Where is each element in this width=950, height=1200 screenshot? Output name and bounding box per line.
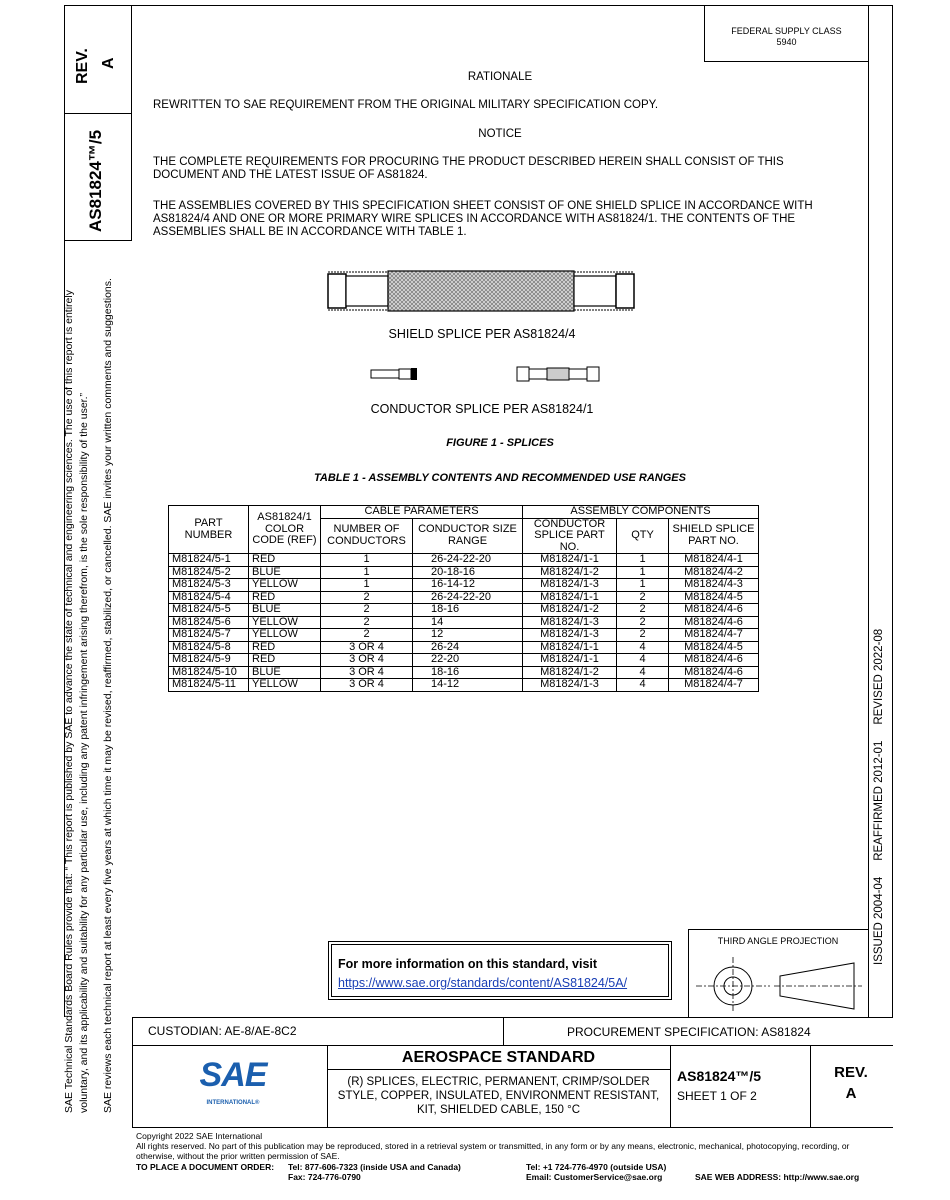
cell-color-code: RED <box>249 554 321 567</box>
header-number-of-conductors: NUMBER OF CONDUCTORS <box>321 518 413 554</box>
footer-web[interactable]: SAE WEB ADDRESS: http://www.sae.org <box>695 1172 860 1182</box>
cell-part-number: M81824/5-6 <box>169 616 249 629</box>
header-conductor-splice: CONDUCTOR SPLICE PART NO. <box>523 518 617 554</box>
sae-logo-text: SAE <box>199 1056 267 1094</box>
cell-part-number: M81824/5-9 <box>169 654 249 667</box>
sheet-number: SHEET 1 OF 2 <box>677 1089 757 1103</box>
cell-num-conductors: 2 <box>321 629 413 642</box>
title-block-std-underline <box>327 1069 670 1070</box>
sae-logo-subtext: INTERNATIONAL® <box>206 1100 260 1106</box>
title-rev-label: REV. <box>834 1064 868 1081</box>
table-row <box>169 554 759 567</box>
cell-part-number: M81824/5-10 <box>169 666 249 679</box>
supply-class-value: 5940 <box>776 37 797 47</box>
footer-email[interactable]: Email: CustomerService@sae.org <box>526 1172 663 1182</box>
table-row <box>169 591 759 604</box>
conductor-splice-small-drawing <box>370 367 420 381</box>
cell-color-code: RED <box>249 641 321 654</box>
cell-size-range: 14 <box>413 616 523 629</box>
cell-num-conductors: 3 OR 4 <box>321 679 413 692</box>
table-row <box>169 666 759 679</box>
cell-shield-splice: M81824/4-5 <box>669 591 759 604</box>
header-part-number: PART NUMBER <box>169 506 249 554</box>
notice-heading: NOTICE <box>478 128 522 140</box>
cell-color-code: BLUE <box>249 604 321 617</box>
table-row <box>169 641 759 654</box>
title-rev-value: A <box>845 1085 857 1102</box>
cell-part-number: M81824/5-5 <box>169 604 249 617</box>
table-row <box>169 629 759 642</box>
shield-splice-label: SHIELD SPLICE PER AS81824/4 <box>388 327 576 341</box>
header-qty: QTY <box>617 518 669 554</box>
cell-size-range: 12 <box>413 629 523 642</box>
cell-part-number: M81824/5-7 <box>169 629 249 642</box>
title-block-custodian-divider <box>503 1017 504 1045</box>
cell-color-code: RED <box>249 591 321 604</box>
footer-tel-intl: Tel: +1 724-776-4970 (outside USA) <box>526 1162 667 1172</box>
cell-shield-splice: M81824/4-6 <box>669 616 759 629</box>
cell-conductor-splice: M81824/1-1 <box>523 641 617 654</box>
cell-qty: 2 <box>617 629 669 642</box>
cell-conductor-splice: M81824/1-1 <box>523 591 617 604</box>
table-title: TABLE 1 - ASSEMBLY CONTENTS AND RECOMMENDED USE RANGES <box>314 472 686 484</box>
footer-rights: All rights reserved. No part of this publication may be reproduced, stored in a retrieval system or transmitted, in any form or by any means, electronic, mechanical, photocopying, recording, or otherwise, without the prior written permission of SAE. <box>136 1141 850 1161</box>
disclaimer-line-3: SAE reviews each technical report at least every five years at which time it may be revised, reaffirmed, stabilized, or cancelled. SAE invites your written comments and suggestions. <box>102 278 114 1113</box>
cell-shield-splice: M81824/4-7 <box>669 629 759 642</box>
cell-color-code: YELLOW <box>249 629 321 642</box>
rationale-text: REWRITTEN TO SAE REQUIREMENT FROM THE ORIGINAL MILITARY SPECIFICATION COPY. <box>153 99 659 111</box>
cell-qty: 2 <box>617 591 669 604</box>
cell-size-range: 14-12 <box>413 679 523 692</box>
footer-tel-us: Tel: 877-606-7323 (inside USA and Canada) <box>288 1162 461 1172</box>
shield-splice-drawing <box>322 266 642 316</box>
cell-shield-splice: M81824/4-6 <box>669 654 759 667</box>
title-block-top <box>132 1017 893 1018</box>
table-row <box>169 654 759 667</box>
left-rev-label: REV. <box>74 48 91 84</box>
cell-shield-splice: M81824/4-6 <box>669 604 759 617</box>
cell-conductor-splice: M81824/1-1 <box>523 554 617 567</box>
footer-fax: Fax: 724-776-0790 <box>288 1172 361 1182</box>
cell-qty: 2 <box>617 604 669 617</box>
cell-num-conductors: 1 <box>321 579 413 592</box>
cell-qty: 1 <box>617 579 669 592</box>
title-doc-number: AS81824™/5 <box>677 1068 762 1084</box>
title-block-title-divider <box>670 1045 671 1127</box>
cell-part-number: M81824/5-8 <box>169 641 249 654</box>
assembly-table <box>168 505 759 692</box>
footer <box>136 1131 886 1161</box>
header-assembly-components: ASSEMBLY COMPONENTS <box>523 506 759 519</box>
rationale-heading: RATIONALE <box>467 71 533 83</box>
cell-qty: 4 <box>617 654 669 667</box>
cell-conductor-splice: M81824/1-2 <box>523 566 617 579</box>
header-shield-splice: SHIELD SPLICE PART NO. <box>669 518 759 554</box>
cell-size-range: 18-16 <box>413 604 523 617</box>
cell-conductor-splice: M81824/1-3 <box>523 679 617 692</box>
cell-qty: 4 <box>617 679 669 692</box>
cell-num-conductors: 3 OR 4 <box>321 641 413 654</box>
notice-paragraph-1: THE COMPLETE REQUIREMENTS FOR PROCURING THE PRODUCT DESCRIBED HEREIN SHALL CONSIST OF THIS DOCUMENT AND THE LATEST ISSUE OF AS81824. <box>153 156 784 181</box>
cell-shield-splice: M81824/4-3 <box>669 579 759 592</box>
table-row <box>169 616 759 629</box>
standard-type: AEROSPACE STANDARD <box>401 1049 596 1066</box>
cell-size-range: 18-16 <box>413 666 523 679</box>
cell-qty: 4 <box>617 666 669 679</box>
figure-caption: FIGURE 1 - SPLICES <box>446 437 554 449</box>
cell-num-conductors: 1 <box>321 566 413 579</box>
revision-history: ISSUED 2004-04 REAFFIRMED 2012-01 REVISED 2022-08 <box>873 628 885 965</box>
cell-color-code: RED <box>249 654 321 667</box>
footer-copyright: Copyright 2022 SAE International <box>136 1131 263 1141</box>
cell-num-conductors: 2 <box>321 616 413 629</box>
header-cable-parameters: CABLE PARAMETERS <box>321 506 523 519</box>
cell-color-code: YELLOW <box>249 679 321 692</box>
info-box-text: For more information on this standard, visit <box>338 957 598 971</box>
title-block-left <box>132 1017 133 1128</box>
supply-class <box>704 26 869 48</box>
cell-part-number: M81824/5-3 <box>169 579 249 592</box>
left-margin-divider <box>64 113 131 114</box>
footer-order-label: TO PLACE A DOCUMENT ORDER: <box>136 1162 275 1172</box>
cell-conductor-splice: M81824/1-3 <box>523 616 617 629</box>
cell-shield-splice: M81824/4-5 <box>669 641 759 654</box>
cell-part-number: M81824/5-1 <box>169 554 249 567</box>
cell-qty: 2 <box>617 616 669 629</box>
cell-size-range: 26-24-22-20 <box>413 554 523 567</box>
title-block-mid <box>132 1045 893 1046</box>
cell-qty: 1 <box>617 566 669 579</box>
header-conductor-size-range: CONDUCTOR SIZE RANGE <box>413 518 523 554</box>
cell-part-number: M81824/5-2 <box>169 566 249 579</box>
cell-conductor-splice: M81824/1-1 <box>523 654 617 667</box>
cell-conductor-splice: M81824/1-3 <box>523 579 617 592</box>
cell-conductor-splice: M81824/1-3 <box>523 629 617 642</box>
cell-shield-splice: M81824/4-7 <box>669 679 759 692</box>
left-doc-number: AS81824™/5 <box>86 129 105 232</box>
title-block-bottom <box>132 1127 893 1128</box>
notice-paragraph-2: THE ASSEMBLIES COVERED BY THIS SPECIFICATION SHEET CONSIST OF ONE SHIELD SPLICE IN ACCORDANCE WITH AS81824/4 AND ONE OR MORE PRIMARY WIRE SPLICES IN ACCORDANCE WITH AS81824/1. THE CONTENTS OF THE ASSEMBLIES SHALL BE IN ACCORDANCE WITH TABLE 1. <box>153 200 813 238</box>
cell-qty: 1 <box>617 554 669 567</box>
right-inner-border <box>868 5 869 1017</box>
disclaimer-line-2: voluntary, and its applicability and suitability for any particular use, including any patent infringement arising therefrom, is the sole responsibility of the user.” <box>78 392 90 1113</box>
cell-color-code: BLUE <box>249 666 321 679</box>
cell-size-range: 26-24-22-20 <box>413 591 523 604</box>
supply-class-label: FEDERAL SUPPLY CLASS <box>731 26 842 36</box>
projection-label: THIRD ANGLE PROJECTION <box>717 936 839 946</box>
procurement-spec: PROCUREMENT SPECIFICATION: AS81824 <box>567 1025 811 1039</box>
cell-num-conductors: 3 OR 4 <box>321 654 413 667</box>
table-row <box>169 604 759 617</box>
table-row <box>169 579 759 592</box>
cell-color-code: BLUE <box>249 566 321 579</box>
third-angle-projection-icon <box>694 955 866 1015</box>
cell-color-code: YELLOW <box>249 579 321 592</box>
cell-size-range: 22-20 <box>413 654 523 667</box>
cell-num-conductors: 3 OR 4 <box>321 666 413 679</box>
table-row <box>169 566 759 579</box>
cell-qty: 4 <box>617 641 669 654</box>
cell-conductor-splice: M81824/1-2 <box>523 604 617 617</box>
disclaimer-line-1: SAE Technical Standards Board Rules provide that: “ This report is published by SAE to advance the state of technical and engineering sciences. The use of this report is entirely <box>63 290 75 1113</box>
cell-num-conductors: 1 <box>321 554 413 567</box>
custodian: CUSTODIAN: AE-8/AE-8C2 <box>148 1024 297 1038</box>
cell-size-range: 26-24 <box>413 641 523 654</box>
cell-size-range: 20-18-16 <box>413 566 523 579</box>
left-margin-divider-2 <box>64 240 131 241</box>
sae-logo <box>198 1058 268 1108</box>
document-title: (R) SPLICES, ELECTRIC, PERMANENT, CRIMP/SOLDER STYLE, COPPER, INSULATED, ENVIRONMENT RESISTANT, KIT, SHIELDED CABLE, 150 °C <box>337 1076 660 1116</box>
left-inner-border <box>131 5 132 241</box>
cell-part-number: M81824/5-11 <box>169 679 249 692</box>
cell-color-code: YELLOW <box>249 616 321 629</box>
cell-num-conductors: 2 <box>321 604 413 617</box>
conductor-splice-drawing <box>515 364 601 384</box>
cell-size-range: 16-14-12 <box>413 579 523 592</box>
header-color-code: AS81824/1 COLOR CODE (REF) <box>249 506 321 554</box>
conductor-splice-label: CONDUCTOR SPLICE PER AS81824/1 <box>370 402 594 416</box>
cell-part-number: M81824/5-4 <box>169 591 249 604</box>
table-row <box>169 679 759 692</box>
info-box-link[interactable]: https://www.sae.org/standards/content/AS81824/5A/ <box>338 976 628 990</box>
cell-shield-splice: M81824/4-2 <box>669 566 759 579</box>
left-rev-value: A <box>100 57 117 69</box>
cell-num-conductors: 2 <box>321 591 413 604</box>
cell-shield-splice: M81824/4-1 <box>669 554 759 567</box>
cell-shield-splice: M81824/4-6 <box>669 666 759 679</box>
right-border <box>892 5 893 1017</box>
cell-conductor-splice: M81824/1-2 <box>523 666 617 679</box>
